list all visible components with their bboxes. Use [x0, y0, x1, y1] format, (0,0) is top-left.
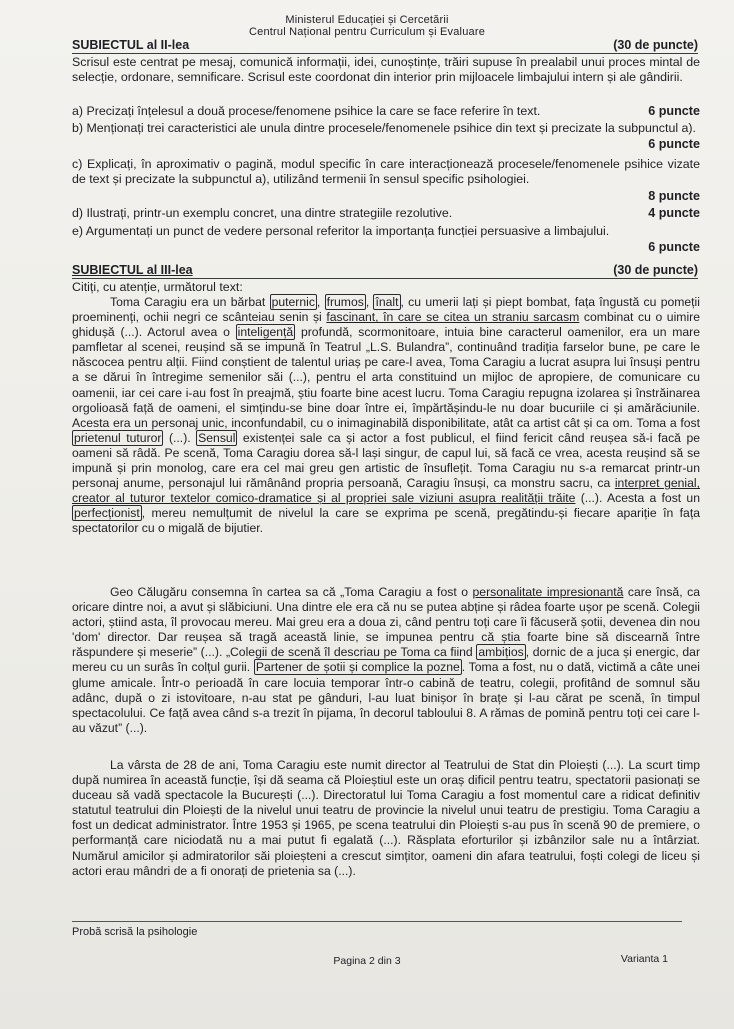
subject2-title: SUBIECTUL al II-lea [72, 38, 190, 52]
subject3-title: SUBIECTUL al III-lea [72, 263, 193, 277]
subject3-paragraph-3: La vârsta de 28 de ani, Toma Caragiu este numit director al Teatrului de Stat din Ploiești (...). La scurt timp după numirea în această funcție, își dă seama că Ploieștiul este un oraș dificil pentru teatru, spectatorii pasionați se duceau să vadă spectacole la București (...). Directoratul lui Toma Caragiu a fost momentul care a ridicat definitiv statutul teatrului din Ploiești de la nivelul unui teatru de provincie la nivelul unui teatru de prestigiu. Toma Caragiu a fost un dedicat administrator. Între 1953 și 1965, pe scena teatrului din Ploiești s-au pus în scenă 90 de premiere, o performanță care niciodată nu a mai putut fi egalată (...). Răsplata eforturilor și izbânzilor sale nu a întârziat. Numărul amicilor și admiratorilor săi ploieșteni a crescut simțitor, oameni din afara teatrului, foști colegi de liceu și actori erau mândri de a fi onorați de prietenia sa (...). [72, 758, 700, 878]
subject2-item-b-points: 6 puncte [648, 137, 700, 151]
boxed-word-perfectionist: perfecționist [74, 506, 140, 521]
subject2-item-c-points: 8 puncte [648, 189, 700, 203]
subject2-item-d: d) Ilustrați, printr-un exemplu concret, una dintre strategiile rezolutive. [72, 206, 453, 220]
subject3-rule [72, 278, 698, 279]
subject2-item-a-points: 6 puncte [648, 104, 700, 118]
subject2-item-a: a) Precizați înțelesul a două procese/fenomene psihice la care se face referire în text. [72, 104, 541, 118]
subject3-paragraph-2: Geo Călugăru consemna în cartea sa că „Toma Caragiu a fost o personalitate impresionantă care însă, ca oricare dintre noi, a avut și slăbiciuni. Una dintre ele era că nu se putea abține și râdea foarte ușor pe scenă. Colegii actori, știind asta, îl provocau mereu. Mai greu era a doua zi, când pentru toți care îi făcuseră șotii, devenea din nou 'dom' director. Dar reușea să tragă această linie, se impunea pentru că știa foarte bine să discearnă între răspundere și meserie” (...). „Colegii de scenă îl descriau pe Toma ca fiind ambițios , dornic de a juca și energic, dar mereu cu un surâs în colțul gurii. Partener de șotii și complice la pozne . Toma a fost, nu o dată, victimă a câte unei glume amicale. Într-o perioadă în care locuia temporar într-o cabină de teatru, colegii, profitând de somnul său adânc, după o zi istovitoare, n-au stat pe gânduri, l-au luat binișor în brațe și l-au cărat pe scenă, în timpul spectacolului. Ce față avea când s-a trezit în pijama, în decorul tabloului 8. A rămas de pomină pentru toți cei care l-au văzut” (...). [72, 585, 701, 735]
subject3-paragraph-1: Toma Caragiu era un bărbat puternic , frumos , înalt , cu umerii lați și piept bombat, fața îngustă cu pomeții proeminenți, ochii negri ce scânteiau senin și fascinant, în care se citea un straniu sarcasm combinat cu o uimire ghidușă (...). Actorul avea o inteligență profundă, scormonitoare, intuia bine caracterul oamenilor, era un mare pamfletar al scenei, reușind să se impună în Teatrul „L.S. Bulandra”, continuând tradiția farselor bune, pe care le născocea pentru alții. Fiind conștient de talentul uriaș pe care-l avea, Toma Caragiu a lucrat asupra lui însuși pentru a se dărui în întregime semenilor săi (...), pentru el arta constituind un mijloc de apropiere, de comunicare cu oamenii, iar cei care i-au fost în preajmă, știu foarte bine acest lucru. Toma Caragiu repugna izolarea și înstrăinarea orgolioasă față de oameni, el simțindu-se bine doar între ei, împărtășindu-le nu doar bucuriile ci și amărăciunile. Acesta era un personaj unic, inconfundabil, cu o inimaginabilă disponibilitate, atât ca artist cât și ca om. Toma a fost prietenul tuturor (...). Sensul existenței sale ca și actor a fost publicul, el fiind fericit când reușea să-i facă pe oameni să râdă. Pe scenă, Toma Caragiu dorea să-l lași singur, de capul lui, să facă ce vrea, acesta reușind să se impună și prin monolog, care era cel mai greu gen artistic de însuflețit. Toma Caragiu nu s-a remarcat printr-un personaj anume, personajul lui rămânând propria persoană, Caragiu însuși, ca monstru sacru, ca interpret genial, creator al tuturor textelor comico-dramatice și al propriei sale viziuni asupra realității trăite (...). Acesta a fost un perfecționist , mereu nemulțumit de nivelul la care se exprima pe scenă, pregătindu-și fiecare apariție în fața spectatorilor cu o migală de bijutier. [72, 295, 701, 536]
subject2-item-c: c) Explicați, în aproximativ o pagină, modul specific în care interacționează procesele/fenomenele psihice vizate de text și precizate la subpunctul a), utilizând termenii în sensul specific psihologiei. [72, 157, 700, 187]
boxed-word-ambitios: ambițios [478, 645, 524, 660]
subject2-rule [72, 53, 698, 54]
footer-variant: Varianta 1 [620, 953, 668, 965]
subject3-points: (30 de puncte) [613, 263, 698, 277]
underlined-interpret-genial: interpret genial, creator al tuturor textelor comico-dramatice și al propriei sale viziuni asupra realității trăite [72, 476, 700, 506]
boxed-phrase-partener: Partener de șotii și complice la pozne [255, 660, 460, 675]
boxed-word-inalt: înalt [375, 295, 399, 309]
subject2-item-d-points: 4 puncte [648, 206, 700, 220]
subject2-text: Scrisul este centrat pe mesaj, comunică informații, idei, cunoștințe, trăiri supuse în prealabil unui proces mintal de selecție, ordonare, semnificare. Scrisul este coordonat din interior prin mijloacele limbajului intern și ale gândirii. [72, 55, 700, 85]
boxed-word-puternic: puternic [271, 295, 315, 309]
footer-rule [72, 921, 682, 922]
footer-page: Pagina 2 din 3 [333, 955, 401, 967]
underlined-personalitate: personalitate impresionantă [472, 585, 624, 599]
boxed-word-sensul: Sensul [198, 430, 236, 445]
ministry-header: Ministerul Educației și Cercetării [285, 14, 449, 26]
boxed-word-frumos: frumos [326, 295, 364, 309]
boxed-word-inteligenta: inteligență [237, 325, 294, 340]
center-header: Centrul Național pentru Curriculum și Evaluare [248, 26, 486, 38]
subject3-intro: Citiți, cu atenție, următorul text: [72, 280, 243, 294]
footer-exam: Probă scrisă la psihologie [72, 926, 198, 938]
subject2-item-b: b) Menționați trei caracteristici ale unula dintre procesele/fenomenele psihice din text și precizate la subpunctul a). [72, 121, 696, 135]
subject2-item-e: e) Argumentați un punct de vedere personal referitor la importanța funcției persuasive a limbajului. [72, 224, 610, 238]
boxed-word-prietenul: prietenul tuturor [74, 430, 162, 445]
underlined-fascinant: fascinant, în care se citea un straniu sarcasm [326, 310, 580, 325]
subject2-item-e-points: 6 puncte [648, 240, 700, 254]
subject2-points: (30 de puncte) [613, 38, 698, 52]
